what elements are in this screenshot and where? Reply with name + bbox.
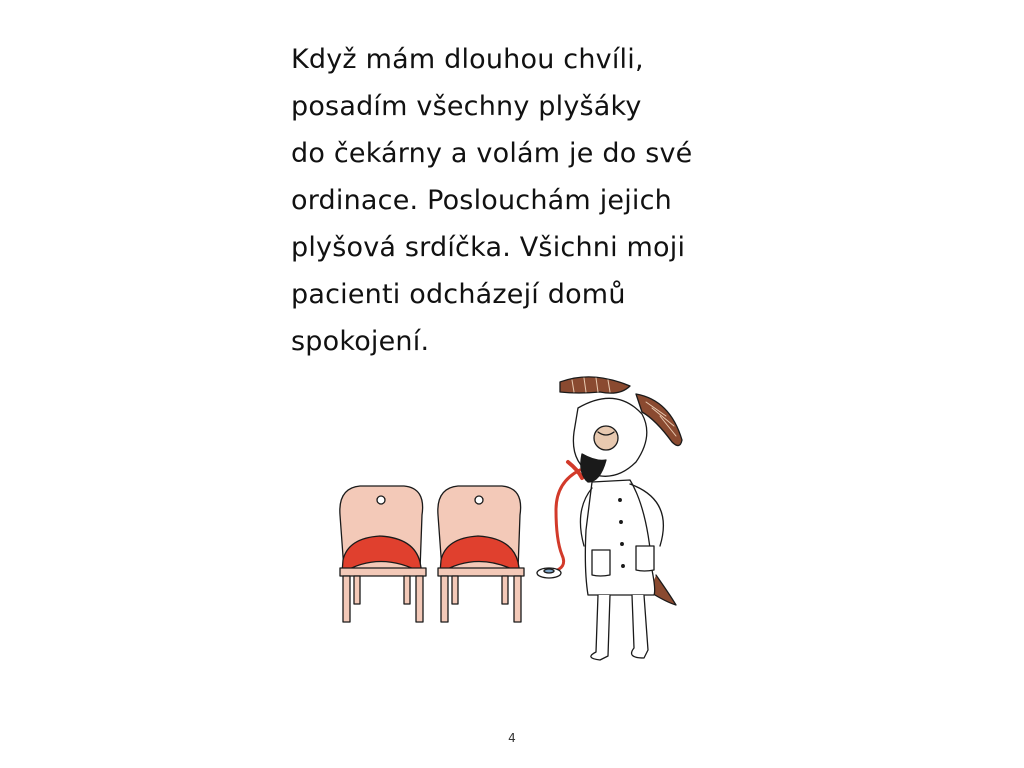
story-line: do čekárny a volám je do své xyxy=(291,138,693,169)
stethoscope xyxy=(537,462,582,578)
dog-doctor xyxy=(580,480,676,660)
waiting-room-illustration xyxy=(330,370,710,670)
story-line: plyšová srdíčka. Všichni moji xyxy=(291,232,686,263)
story-line: posadím všechny plyšáky xyxy=(291,91,642,122)
story-line: pacienti odcházejí domů xyxy=(291,279,626,310)
story-line: Když mám dlouhou chvíli, xyxy=(291,44,644,75)
story-line: spokojení. xyxy=(291,326,430,357)
story-text xyxy=(291,36,811,365)
dog-head xyxy=(560,377,682,482)
chair-right xyxy=(438,486,524,622)
story-line: ordinace. Poslouchám jejich xyxy=(291,185,672,216)
chair-left xyxy=(340,486,426,622)
page-number: 4 xyxy=(508,731,516,745)
